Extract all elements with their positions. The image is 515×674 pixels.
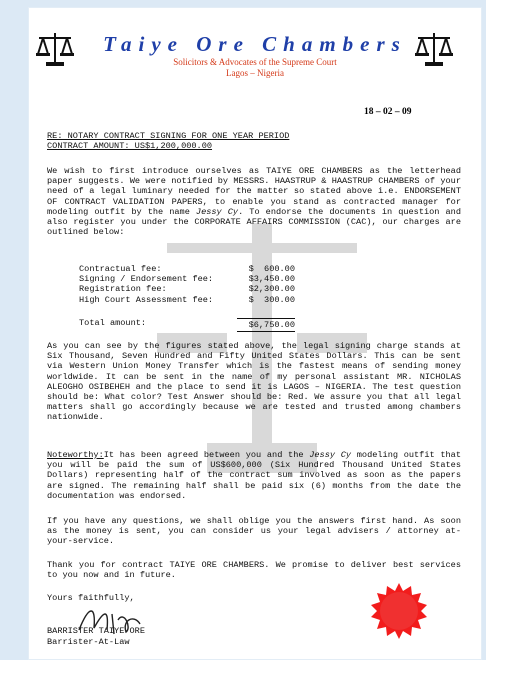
letter-date: 18 – 02 – 09 — [364, 107, 412, 117]
fee-row: High Court Assessment fee: $ 300.00 — [79, 294, 295, 305]
fee-row: Contractual fee: $ 600.00 — [79, 264, 295, 274]
total-amount: $6,750.00 — [237, 318, 295, 332]
letter-page — [29, 8, 481, 659]
paragraph-questions: If you have any questions, we shall oblige you the answers first hand. As soon as the money is sent, you can consider us your legal advisers / attorney at-your-service. — [47, 516, 461, 547]
firm-name: Taiye Ore Chambers — [103, 32, 407, 56]
closing: Yours faithfully, — [47, 593, 135, 603]
signatory-name: BARRISTER TAIYE ORE — [47, 626, 145, 636]
fee-row: Signing / Endorsement fee: $3,450.00 — [79, 274, 295, 285]
fees-table — [79, 264, 295, 305]
paragraph-thanks: Thank you for contract TAIYE ORE CHAMBERS. We promise to deliver best services to you now and in future. — [47, 560, 461, 581]
fee-row: Registration fee: $2,300.00 — [79, 284, 295, 295]
paragraph-payment: As you can see by the figures stated above, the legal signing charge stands at Six Thousand, Seven Hundred and Fifty United States Dollars. This can be sent via Western Union Money Transfer which is the fastest means of sending money worldwide. It can be sent in the name of my personal assistant MR. NICHOLAS ALEOGHO OSIBEHEH and the place to send it is LAGOS – NIGERIA. The test question should be: What color? Test Answer should be: Red. We assure you that all legal matters shall go accordingly because we are tested and trusted among chambers nationwide. — [47, 341, 461, 423]
red-seal-icon — [371, 583, 427, 639]
firm-tagline: Solicitors & Advocates of the Supreme Court — [173, 57, 337, 67]
paragraph-intro: We wish to first introduce ourselves as TAIYE ORE CHAMBERS as the letterhead paper suggests. We were notified by MESSRS. HAASTRUP & HAASTRUP CHAMBERS of your need of a legal luminary needed for the matter so stated above i.e. ENDORSEMENT OF CONTRACT VALIDATION PAPERS, to enable you stand as contracted manager for modeling outfit by the name Jessy Cy. To endorse the documents in question and also register you under the CORPORATE AFFAIRS COMMISSION (CAC), our charges are outlined below: — [47, 166, 461, 238]
total-row: Total amount: $6,750.00 — [79, 318, 295, 332]
subject-line-2: CONTRACT AMOUNT: US$1,200,000.00 — [47, 141, 213, 152]
subject-line-1: RE: NOTARY CONTRACT SIGNING FOR ONE YEAR PERIOD — [47, 131, 290, 141]
subject-block — [47, 131, 461, 151]
firm-location: Lagos – Nigeria — [226, 68, 284, 78]
signatory-title: Barrister-At-Law — [47, 637, 130, 647]
paragraph-noteworthy: Noteworthy:It has been agreed between you and the Jessy Cy modeling outfit that you will be paid the sum of US$600,000 (Six Hundred Thousand United States Dollars) representing half of the contract sum involved as soon as the papers are signed. The remaining half shall be paid six (6) months from the date the documentation was endorsed. — [47, 450, 461, 501]
